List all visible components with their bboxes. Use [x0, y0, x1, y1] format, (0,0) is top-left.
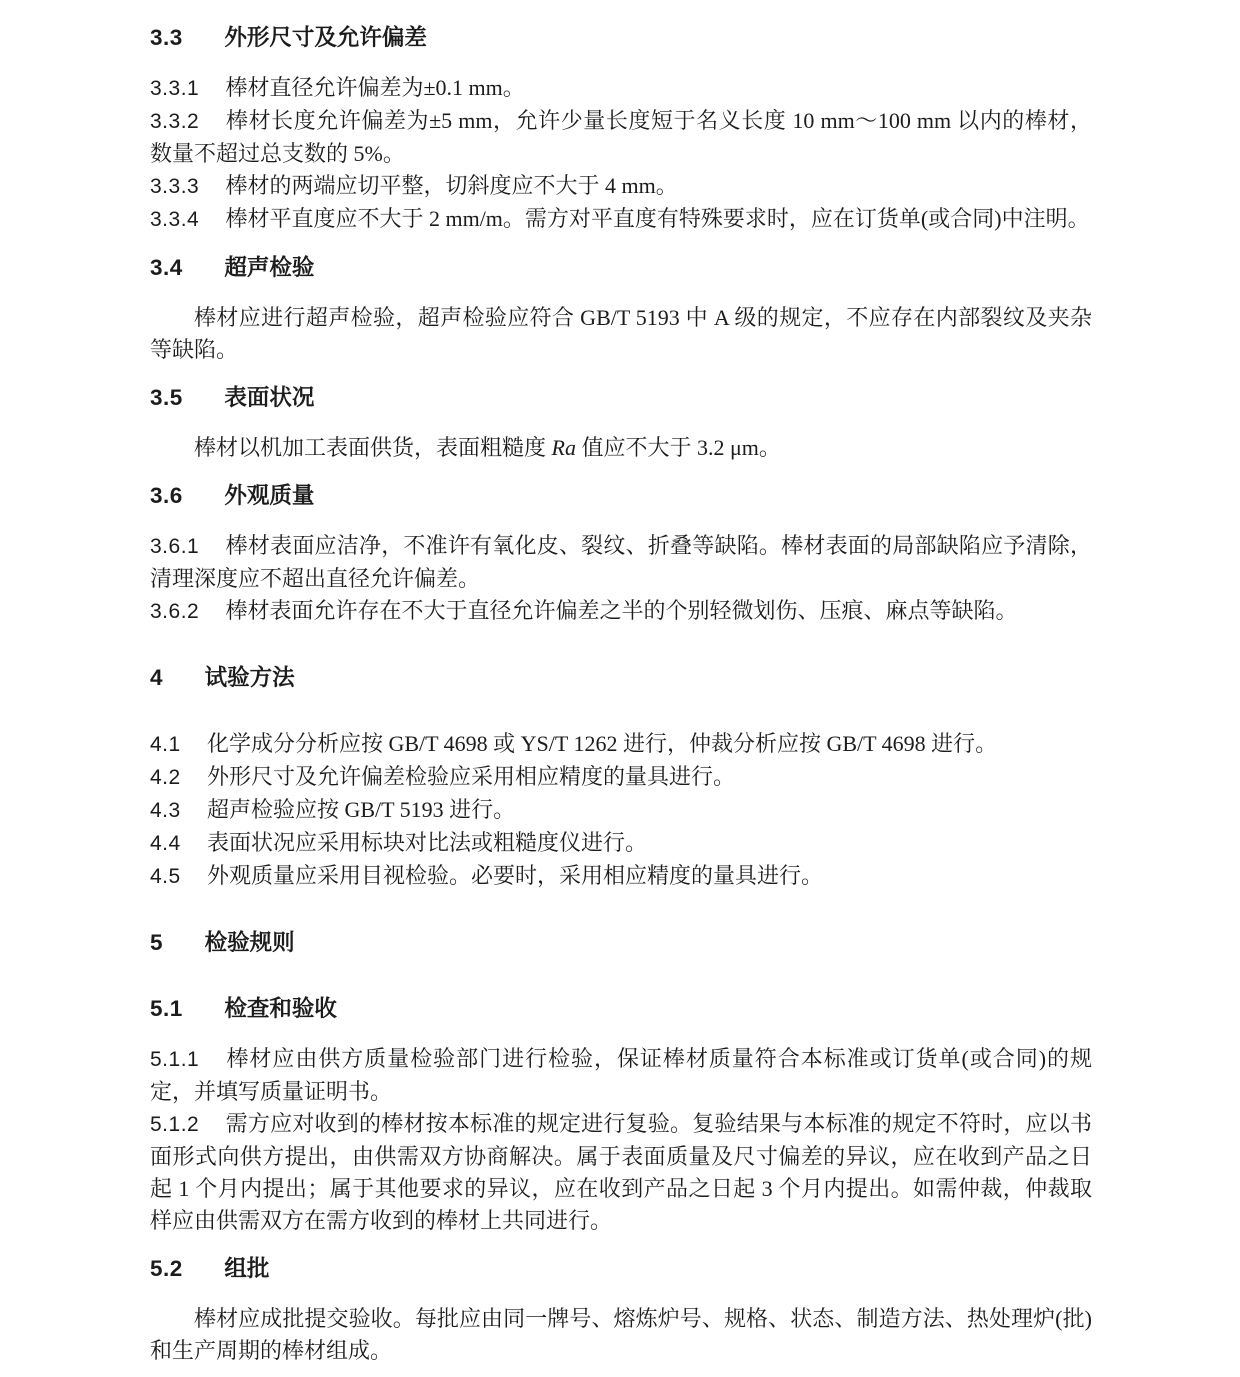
- clause-3-3-4: [150, 203, 1092, 236]
- paragraph-surface: [150, 432, 1092, 464]
- clause-3-6-1: [150, 530, 1092, 595]
- clause-text: 棒材的两端应切平整，切斜度应不大于 4 mm。: [225, 173, 678, 198]
- section-heading-5-1: [150, 993, 1092, 1025]
- clause-number: 3.3.1: [150, 77, 200, 100]
- paragraph-text: 棒材应进行超声检验，超声检验应符合 GB/T 5193 中 A 级的规定，不应存在内部裂纹及夹杂等缺陷。: [150, 305, 1092, 362]
- clause-number: 4.1: [150, 733, 181, 756]
- clause-4-3: [150, 794, 1092, 827]
- clause-text: 需方应对收到的棒材按本标准的规定进行复验。复验结果与本标准的规定不符时，应以书面形式向供方提出，由供需双方协商解决。属于表面质量及尺寸偏差的异议，应在收到产品之日起 1 个月内提出；属于其他要求的异议，应在收到产品之日起 3 个月内提出。如需仲裁，仲裁取样应由供需双方在需方收到的棒材上共同进行。: [150, 1111, 1092, 1233]
- clause-3-3-1: [150, 72, 1092, 105]
- chapter-number: 4: [150, 665, 164, 690]
- paragraph-text-pre: 棒材以机加工表面供货，表面粗糙度: [194, 435, 552, 460]
- clause-number: 4.5: [150, 865, 181, 888]
- clause-number: 4.4: [150, 832, 181, 855]
- section-number: 5.2: [150, 1256, 183, 1281]
- clause-number: 5.1.2: [150, 1113, 200, 1136]
- clause-number: 3.3.3: [150, 175, 200, 198]
- section-title: 外观质量: [224, 483, 315, 508]
- section-title: 表面状况: [224, 385, 315, 410]
- clause-5-1-2: [150, 1108, 1092, 1237]
- section-heading-3-4: [150, 252, 1092, 284]
- section-title: 超声检验: [224, 255, 315, 280]
- clause-text: 化学成分分析应按 GB/T 4698 或 YS/T 1262 进行，仲裁分析应按 GB/T 4698 进行。: [206, 731, 998, 756]
- section-number: 3.5: [150, 385, 183, 410]
- clause-4-4: [150, 827, 1092, 860]
- chapter-number: 5: [150, 930, 164, 955]
- section-heading-3-3: [150, 22, 1092, 54]
- section-number: 3.6: [150, 483, 183, 508]
- clause-3-3-2: [150, 105, 1092, 170]
- clause-text: 超声检验应按 GB/T 5193 进行。: [206, 797, 516, 822]
- section-number: 3.3: [150, 25, 183, 50]
- clause-number: 3.6.2: [150, 600, 200, 623]
- section-heading-5-2: [150, 1253, 1092, 1285]
- section-title: 检查和验收: [224, 996, 337, 1021]
- paragraph-text: 棒材应成批提交验收。每批应由同一牌号、熔炼炉号、规格、状态、制造方法、热处理炉(批)和生产周期的棒材组成。: [150, 1306, 1092, 1363]
- paragraph-batching: [150, 1303, 1092, 1367]
- section-title: 组批: [224, 1256, 270, 1281]
- clause-4-5: [150, 860, 1092, 893]
- paragraph-ultrasonic: [150, 302, 1092, 366]
- chapter-title: 试验方法: [204, 665, 295, 690]
- section-number: 3.4: [150, 255, 183, 280]
- clause-text: 表面状况应采用标块对比法或粗糙度仪进行。: [206, 830, 647, 855]
- chapter-title: 检验规则: [204, 930, 295, 955]
- section-heading-3-5: [150, 382, 1092, 414]
- section-heading-3-6: [150, 480, 1092, 512]
- clause-5-1-1: [150, 1043, 1092, 1108]
- paragraph-text-post: 值应不大于 3.2 μm。: [575, 435, 781, 460]
- clause-number: 3.3.2: [150, 110, 200, 133]
- clause-text: 棒材直径允许偏差为±0.1 mm。: [225, 75, 525, 100]
- clause-4-1: [150, 728, 1092, 761]
- clause-3-3-3: [150, 170, 1092, 203]
- clause-text: 棒材长度允许偏差为±5 mm，允许少量长度短于名义长度 10 mm～100 mm 以内的棒材，数量不超过总支数的 5%。: [150, 108, 1092, 166]
- clause-text: 棒材表面允许存在不大于直径允许偏差之半的个别轻微划伤、压痕、麻点等缺陷。: [225, 598, 1018, 623]
- clause-3-6-2: [150, 595, 1092, 628]
- clause-number: 4.3: [150, 799, 181, 822]
- clause-text: 外观质量应采用目视检验。必要时，采用相应精度的量具进行。: [206, 863, 823, 888]
- clause-4-2: [150, 761, 1092, 794]
- clause-number: 3.3.4: [150, 208, 200, 231]
- section-title: 外形尺寸及允许偏差: [224, 25, 427, 50]
- clause-text: 棒材平直度应不大于 2 mm/m。需方对平直度有特殊要求时，应在订货单(或合同)中注明。: [225, 206, 1090, 231]
- clause-text: 外形尺寸及允许偏差检验应采用相应精度的量具进行。: [206, 764, 735, 789]
- clause-number: 4.2: [150, 766, 181, 789]
- chapter-heading-5: [150, 927, 1092, 959]
- clause-number: 3.6.1: [150, 535, 200, 558]
- clause-text: 棒材应由供方质量检验部门进行检验，保证棒材质量符合本标准或订货单(或合同)的规定，并填写质量证明书。: [150, 1046, 1092, 1104]
- roughness-symbol: Ra: [551, 435, 576, 460]
- clause-number: 5.1.1: [150, 1048, 200, 1071]
- section-number: 5.1: [150, 996, 183, 1021]
- clause-text: 棒材表面应洁净，不准许有氧化皮、裂纹、折叠等缺陷。棒材表面的局部缺陷应予清除，清理深度应不超出直径允许偏差。: [150, 533, 1092, 591]
- chapter-heading-4: [150, 662, 1092, 694]
